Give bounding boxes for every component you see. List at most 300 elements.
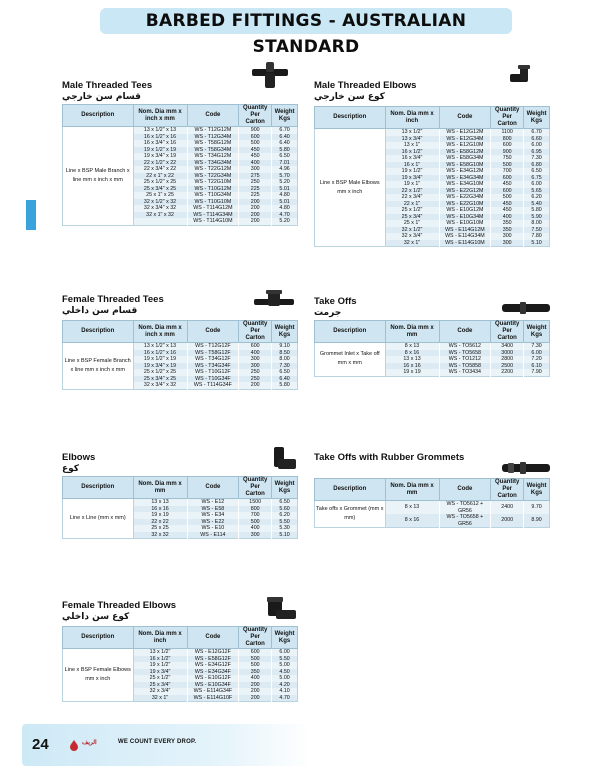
quantity-cell: 800 xyxy=(239,506,272,513)
weight-cell: 4.80 xyxy=(272,192,298,199)
weight-cell: 5.80 xyxy=(524,207,550,214)
weight-cell: 4.80 xyxy=(272,205,298,212)
quantity-cell: 350 xyxy=(239,669,272,676)
col-weight-header: Weight Kgs xyxy=(524,107,550,129)
code-cell: WS - E34 xyxy=(187,512,239,519)
nom-dia-cell: 25 x 1/2" xyxy=(133,675,187,682)
weight-cell: 4.70 xyxy=(272,212,298,219)
nom-dia-cell: 16 x 1/2" xyxy=(385,149,439,156)
male-elbow-icon xyxy=(508,64,532,97)
quantity-cell: 400 xyxy=(239,675,272,682)
nom-dia-cell: 25 x 1/2" x 25 xyxy=(133,369,187,376)
col-quantity-header: Quantity Per Carton xyxy=(239,321,272,343)
code-cell: WS - E34G12M xyxy=(439,168,491,175)
weight-cell: 9.70 xyxy=(524,501,550,515)
code-cell: WS - E34G12F xyxy=(187,662,239,669)
weight-cell: 7.90 xyxy=(524,369,550,376)
quantity-cell: 500 xyxy=(239,656,272,663)
code-cell: WS - T58G34M xyxy=(187,147,239,154)
nom-dia-cell: 32 x 1" xyxy=(385,240,439,247)
weight-cell: 6.95 xyxy=(524,149,550,156)
quantity-cell: 300 xyxy=(239,356,272,363)
weight-cell: 9.10 xyxy=(272,343,298,350)
code-cell: WS - E58G10M xyxy=(439,162,491,169)
col-description-header: Description xyxy=(63,105,134,127)
nom-dia-cell: 19 x 1/2" xyxy=(133,662,187,669)
code-cell: WS - E58G12F xyxy=(187,656,239,663)
col-quantity-header: Quantity Per Carton xyxy=(491,321,524,343)
quantity-cell: 600 xyxy=(491,188,524,195)
col-weight-header: Weight Kgs xyxy=(272,627,298,649)
weight-cell: 6.70 xyxy=(272,127,298,134)
nom-dia-cell: 22 x 1/2" x 22 xyxy=(133,160,187,167)
weight-cell: 4.20 xyxy=(272,682,298,689)
footer-bar xyxy=(22,724,312,766)
code-cell: WS - E10G12M xyxy=(439,207,491,214)
quantity-cell: 1100 xyxy=(491,129,524,136)
code-cell: WS - E58G12M xyxy=(439,149,491,156)
nom-dia-cell: 22 x 1/2" xyxy=(385,188,439,195)
code-cell: WS - TO5612 xyxy=(439,343,491,350)
weight-cell: 6.40 xyxy=(272,140,298,147)
quantity-cell: 600 xyxy=(239,343,272,350)
code-cell: WS - E12G12F xyxy=(187,649,239,656)
nom-dia-cell: 32 x 3/4" x 32 xyxy=(133,382,187,389)
nom-dia-cell: 25 x 1" x 25 xyxy=(133,192,187,199)
nom-dia-cell: 25 x 1" xyxy=(385,220,439,227)
quantity-cell: 400 xyxy=(239,525,272,532)
weight-cell: 6.20 xyxy=(272,512,298,519)
quantity-cell: 900 xyxy=(239,127,272,134)
page-number: 24 xyxy=(32,736,49,753)
nom-dia-cell: 19 x 1" xyxy=(385,181,439,188)
quantity-cell: 200 xyxy=(239,695,272,702)
table-header-row xyxy=(315,107,550,129)
code-cell: WS - E114G34F xyxy=(187,688,239,695)
section-header xyxy=(314,80,416,102)
section-title: Female Threaded Elbows xyxy=(62,600,177,611)
quantity-cell: 250 xyxy=(239,369,272,376)
code-cell: WS - E22G12M xyxy=(439,188,491,195)
nom-dia-cell: 19 x 1/2" x 19 xyxy=(133,147,187,154)
table-row xyxy=(315,343,550,350)
table-row xyxy=(63,649,298,656)
table-header-row xyxy=(315,321,550,343)
code-cell: WS - T22G34M xyxy=(187,173,239,180)
quantity-cell: 450 xyxy=(491,201,524,208)
quantity-cell: 450 xyxy=(491,207,524,214)
col-description-header: Description xyxy=(63,627,134,649)
code-cell: WS - TO3434 xyxy=(439,369,491,376)
table-section xyxy=(62,104,298,226)
section-header xyxy=(314,296,357,318)
col-quantity-header: Quantity Per Carton xyxy=(239,477,272,499)
nom-dia-cell: 19 x 3/4" xyxy=(385,175,439,182)
weight-cell: 7.80 xyxy=(524,233,550,240)
nom-dia-cell: 32 x 32 xyxy=(133,532,187,539)
weight-cell: 6.80 xyxy=(524,162,550,169)
code-cell: WS - E12G12M xyxy=(439,129,491,136)
product-table xyxy=(62,104,298,226)
weight-cell: 5.80 xyxy=(272,147,298,154)
weight-cell: 7.30 xyxy=(272,363,298,370)
col-code-header: Code xyxy=(439,321,491,343)
side-tab-marker xyxy=(26,200,36,230)
quantity-cell: 800 xyxy=(491,136,524,143)
weight-cell: 5.70 xyxy=(272,173,298,180)
nom-dia-cell: 19 x 1/2" x 19 xyxy=(133,356,187,363)
nom-dia-cell: 13 x 1/2" xyxy=(385,129,439,136)
weight-cell: 4.70 xyxy=(272,695,298,702)
table-header-row xyxy=(315,479,550,501)
quantity-cell: 300 xyxy=(491,240,524,247)
table-section xyxy=(62,320,298,390)
take-off-icon xyxy=(500,300,552,321)
quantity-cell: 250 xyxy=(239,179,272,186)
table-section xyxy=(314,106,550,247)
quantity-cell: 3000 xyxy=(491,350,524,357)
product-table xyxy=(314,478,550,528)
nom-dia-cell: 13 x 1/2" x 13 xyxy=(133,127,187,134)
code-cell: WS - E12 xyxy=(187,499,239,506)
col-code-header: Code xyxy=(187,477,239,499)
weight-cell: 5.20 xyxy=(272,179,298,186)
quantity-cell: 750 xyxy=(491,155,524,162)
section-header xyxy=(314,452,464,463)
code-cell: WS - E22G34M xyxy=(439,194,491,201)
product-table xyxy=(62,476,298,539)
nom-dia-cell: 32 x 3/4" xyxy=(385,233,439,240)
col-code-header: Code xyxy=(187,627,239,649)
code-cell: WS - TO5658 xyxy=(439,350,491,357)
weight-cell: 6.00 xyxy=(272,649,298,656)
quantity-cell: 2000 xyxy=(491,514,524,528)
weight-cell: 6.60 xyxy=(524,136,550,143)
product-table xyxy=(314,320,550,377)
quantity-cell: 600 xyxy=(491,142,524,149)
nom-dia-cell: 22 x 1" x 22 xyxy=(133,173,187,180)
nom-dia-cell: 13 x 3/4" xyxy=(385,136,439,143)
nom-dia-cell: 25 x 3/4" x 25 xyxy=(133,186,187,193)
nom-dia-cell: 25 x 25 xyxy=(133,525,187,532)
weight-cell: 6.50 xyxy=(272,153,298,160)
table-header-row xyxy=(63,321,298,343)
product-table xyxy=(314,106,550,247)
section-arabic-title: قسام سن داخلي xyxy=(62,306,138,316)
section-title: Elbows xyxy=(62,452,96,463)
code-cell: WS - T10G10M xyxy=(187,199,239,206)
page-title: BARBED FITTINGS - AUSTRALIAN STANDARD xyxy=(100,8,512,34)
col-description-header: Description xyxy=(315,479,386,501)
weight-cell: 5.80 xyxy=(272,382,298,389)
nom-dia-cell: 22 x 22 xyxy=(133,519,187,526)
weight-cell: 8.00 xyxy=(272,356,298,363)
weight-cell: 5.01 xyxy=(272,199,298,206)
weight-cell: 6.00 xyxy=(524,181,550,188)
nom-dia-cell: 16 x 1/2" x 16 xyxy=(133,134,187,141)
nom-dia-cell: 13 x 1/2" xyxy=(133,649,187,656)
nom-dia-cell: 22 x 3/4" x 22 xyxy=(133,166,187,173)
col-nom-dia-header: Nom. Dia mm x inch x mm xyxy=(133,321,187,343)
col-nom-dia-header: Nom. Dia mm x inch x mm xyxy=(133,105,187,127)
quantity-cell: 700 xyxy=(491,168,524,175)
nom-dia-cell: 25 x 3/4" x 25 xyxy=(133,376,187,383)
weight-cell: 5.65 xyxy=(524,188,550,195)
weight-cell: 4.10 xyxy=(272,688,298,695)
col-description-header: Description xyxy=(315,321,386,343)
col-code-header: Code xyxy=(187,105,239,127)
female-tee-icon xyxy=(252,288,298,319)
section-title: Male Threaded Tees xyxy=(62,80,153,91)
code-cell: WS - E22 xyxy=(187,519,239,526)
nom-dia-cell: 25 x 1/2" x 25 xyxy=(133,179,187,186)
nom-dia-cell: 32 x 1/2" x 32 xyxy=(133,199,187,206)
section-title: Female Threaded Tees xyxy=(62,294,164,305)
quantity-cell: 200 xyxy=(239,218,272,225)
code-cell: WS - E10G12F xyxy=(187,675,239,682)
code-cell: WS - E34G34M xyxy=(439,175,491,182)
weight-cell: 6.40 xyxy=(272,134,298,141)
description-cell: Line x BSP Female Elbows mm x inch xyxy=(63,649,134,702)
quantity-cell: 350 xyxy=(491,220,524,227)
weight-cell: 6.10 xyxy=(524,363,550,370)
code-cell: WS - T34G12M xyxy=(187,153,239,160)
quantity-cell: 300 xyxy=(239,166,272,173)
quantity-cell: 225 xyxy=(239,192,272,199)
code-cell: WS - T10G34F xyxy=(187,376,239,383)
code-cell: WS - E34G10M xyxy=(439,181,491,188)
table-header-row xyxy=(63,477,298,499)
weight-cell: 8.00 xyxy=(524,220,550,227)
description-cell: Line x Line (mm x mm) xyxy=(63,499,134,539)
weight-cell: 5.20 xyxy=(272,218,298,225)
weight-cell: 7.30 xyxy=(524,343,550,350)
code-cell: WS - T12G12F xyxy=(187,343,239,350)
quantity-cell: 225 xyxy=(239,186,272,193)
code-cell: WS - TO5612 + GR56 xyxy=(439,501,491,515)
table-section xyxy=(62,626,298,702)
nom-dia-cell: 13 x 13 xyxy=(133,499,187,506)
quantity-cell: 450 xyxy=(239,147,272,154)
code-cell: WS - E114G10F xyxy=(187,695,239,702)
nom-dia-cell: 8 x 13 xyxy=(385,343,439,350)
product-table xyxy=(62,626,298,702)
col-quantity-header: Quantity Per Carton xyxy=(239,105,272,127)
quantity-cell: 200 xyxy=(239,212,272,219)
code-cell: WS - T12G12M xyxy=(187,127,239,134)
table-section xyxy=(314,320,550,377)
code-cell: WS - T58G12F xyxy=(187,350,239,357)
nom-dia-cell: 19 x 1/2" xyxy=(385,168,439,175)
code-cell: WS - E22G10M xyxy=(439,201,491,208)
nom-dia-cell xyxy=(133,218,187,225)
quantity-cell: 300 xyxy=(491,233,524,240)
col-code-header: Code xyxy=(439,107,491,129)
weight-cell: 5.10 xyxy=(524,240,550,247)
table-section xyxy=(314,478,550,528)
code-cell: WS - E10G34M xyxy=(439,214,491,221)
nom-dia-cell: 16 x 1/2" xyxy=(133,656,187,663)
section-arabic-title: كوع سن خارجي xyxy=(314,92,385,102)
code-cell: WS - T58G12M xyxy=(187,140,239,147)
col-weight-header: Weight Kgs xyxy=(272,105,298,127)
code-cell: WS - E12G10M xyxy=(439,142,491,149)
section-arabic-title: كوع سن داخلي xyxy=(62,612,130,622)
col-nom-dia-header: Nom. Dia mm x mm xyxy=(385,321,439,343)
col-description-header: Description xyxy=(63,477,134,499)
code-cell: WS - T34G34M xyxy=(187,160,239,167)
quantity-cell: 2400 xyxy=(491,501,524,515)
section-title: Take Offs xyxy=(314,296,357,307)
table-row xyxy=(315,501,550,515)
code-cell: WS - E114 xyxy=(187,532,239,539)
nom-dia-cell: 32 x 3/4" x 32 xyxy=(133,205,187,212)
weight-cell: 7.01 xyxy=(272,160,298,167)
col-nom-dia-header: Nom. Dia mm x inch xyxy=(385,107,439,129)
section-header xyxy=(62,294,164,316)
weight-cell: 6.50 xyxy=(272,369,298,376)
code-cell: WS - TO5858 xyxy=(439,363,491,370)
code-cell: WS - T114G12M xyxy=(187,205,239,212)
code-cell: WS - T10G12M xyxy=(187,186,239,193)
col-description-header: Description xyxy=(315,107,386,129)
code-cell: WS - E34G34F xyxy=(187,669,239,676)
quantity-cell: 450 xyxy=(239,153,272,160)
weight-cell: 6.00 xyxy=(524,142,550,149)
section-header xyxy=(62,80,152,102)
brand-logo xyxy=(68,738,80,750)
code-cell: WS - E114G10M xyxy=(439,240,491,247)
quantity-cell: 275 xyxy=(239,173,272,180)
table-header-row xyxy=(63,627,298,649)
code-cell: WS - T22G12M xyxy=(187,166,239,173)
code-cell: WS - T22G10M xyxy=(187,179,239,186)
quantity-cell: 600 xyxy=(239,649,272,656)
weight-cell: 6.20 xyxy=(524,194,550,201)
weight-cell: 7.30 xyxy=(524,155,550,162)
nom-dia-cell: 32 x 1" x 32 xyxy=(133,212,187,219)
female-elbow-icon xyxy=(266,594,300,629)
quantity-cell: 2500 xyxy=(491,363,524,370)
nom-dia-cell: 25 x 3/4" xyxy=(385,214,439,221)
weight-cell: 5.60 xyxy=(272,506,298,513)
quantity-cell: 200 xyxy=(239,382,272,389)
quantity-cell: 200 xyxy=(239,688,272,695)
section-arabic-title: كوع xyxy=(62,464,80,474)
weight-cell: 8.90 xyxy=(524,514,550,528)
weight-cell: 7.20 xyxy=(524,356,550,363)
nom-dia-cell: 16 x 16 xyxy=(385,363,439,370)
table-section xyxy=(62,476,298,539)
quantity-cell: 1500 xyxy=(239,499,272,506)
nom-dia-cell: 16 x 3/4" x 16 xyxy=(133,140,187,147)
nom-dia-cell: 19 x 19 xyxy=(385,369,439,376)
col-code-header: Code xyxy=(439,479,491,501)
col-weight-header: Weight Kgs xyxy=(524,321,550,343)
code-cell: WS - E10G10M xyxy=(439,220,491,227)
code-cell: WS - E10 xyxy=(187,525,239,532)
col-quantity-header: Quantity Per Carton xyxy=(491,479,524,501)
weight-cell: 4.96 xyxy=(272,166,298,173)
code-cell: WS - E58 xyxy=(187,506,239,513)
code-cell: WS - T34G34F xyxy=(187,363,239,370)
weight-cell: 5.01 xyxy=(272,186,298,193)
table-row xyxy=(63,499,298,506)
code-cell: WS - TO5658 + GR56 xyxy=(439,514,491,528)
col-nom-dia-header: Nom. Dia mm x inch xyxy=(133,627,187,649)
quantity-cell: 400 xyxy=(239,160,272,167)
description-cell: Take offs x Grommet (mm x mm) xyxy=(315,501,386,528)
table-row xyxy=(63,343,298,350)
section-header xyxy=(62,600,176,622)
description-cell: Line x BSP Male Elbows mm x inch xyxy=(315,129,386,247)
table-header-row xyxy=(63,105,298,127)
col-weight-header: Weight Kgs xyxy=(272,477,298,499)
section-header xyxy=(62,452,95,474)
col-nom-dia-header: Nom. Dia mm x mm xyxy=(133,477,187,499)
section-arabic-title: جرمت xyxy=(314,308,342,318)
elbow-icon xyxy=(272,444,298,479)
quantity-cell: 500 xyxy=(491,162,524,169)
nom-dia-cell: 19 x 19 xyxy=(133,512,187,519)
nom-dia-cell: 13 x 13 xyxy=(385,356,439,363)
code-cell: WS - T10G34M xyxy=(187,192,239,199)
code-cell: WS - E58G34M xyxy=(439,155,491,162)
nom-dia-cell: 22 x 3/4" xyxy=(385,194,439,201)
code-cell: WS - T114G34M xyxy=(187,212,239,219)
nom-dia-cell: 25 x 1/2" xyxy=(385,207,439,214)
code-cell: WS - T114G10M xyxy=(187,218,239,225)
nom-dia-cell: 8 x 16 xyxy=(385,350,439,357)
quantity-cell: 600 xyxy=(491,175,524,182)
nom-dia-cell: 19 x 3/4" x 19 xyxy=(133,153,187,160)
nom-dia-cell: 19 x 3/4" xyxy=(133,669,187,676)
quantity-cell: 500 xyxy=(239,662,272,669)
quantity-cell: 900 xyxy=(491,149,524,156)
quantity-cell: 500 xyxy=(239,519,272,526)
quantity-cell: 250 xyxy=(239,376,272,383)
description-cell: Line x BSP Female Branch x line mm x inch x mm xyxy=(63,343,134,390)
weight-cell: 5.30 xyxy=(272,525,298,532)
code-cell: WS - E12G34M xyxy=(439,136,491,143)
nom-dia-cell: 13 x 1/2" x 13 xyxy=(133,343,187,350)
weight-cell: 6.50 xyxy=(272,499,298,506)
section-title: Male Threaded Elbows xyxy=(314,80,417,91)
code-cell: WS - E10G34F xyxy=(187,682,239,689)
quantity-cell: 500 xyxy=(491,194,524,201)
nom-dia-cell: 32 x 1/2" xyxy=(385,227,439,234)
nom-dia-cell: 13 x 1" xyxy=(385,142,439,149)
code-cell: WS - T12G34M xyxy=(187,134,239,141)
code-cell: WS - E114G34M xyxy=(439,233,491,240)
section-title: Take Offs with Rubber Grommets xyxy=(314,452,465,463)
weight-cell: 4.50 xyxy=(272,669,298,676)
description-cell: Grommet Inlet x Take off mm x mm xyxy=(315,343,386,377)
col-nom-dia-header: Nom. Dia mm x mm xyxy=(385,479,439,501)
weight-cell: 8.50 xyxy=(272,350,298,357)
description-cell: Line x BSP Male Branch x line mm x inch x mm xyxy=(63,127,134,226)
nom-dia-cell: 32 x 1" xyxy=(133,695,187,702)
weight-cell: 7.50 xyxy=(524,227,550,234)
weight-cell: 5.50 xyxy=(272,519,298,526)
brand-name: الريف xyxy=(82,740,97,746)
col-weight-header: Weight Kgs xyxy=(272,321,298,343)
code-cell: WS - TO1212 xyxy=(439,356,491,363)
slogan: WE COUNT EVERY DROP. xyxy=(118,739,197,745)
quantity-cell: 700 xyxy=(239,512,272,519)
section-arabic-title: قسام سن خارجي xyxy=(62,92,141,102)
quantity-cell: 600 xyxy=(239,134,272,141)
